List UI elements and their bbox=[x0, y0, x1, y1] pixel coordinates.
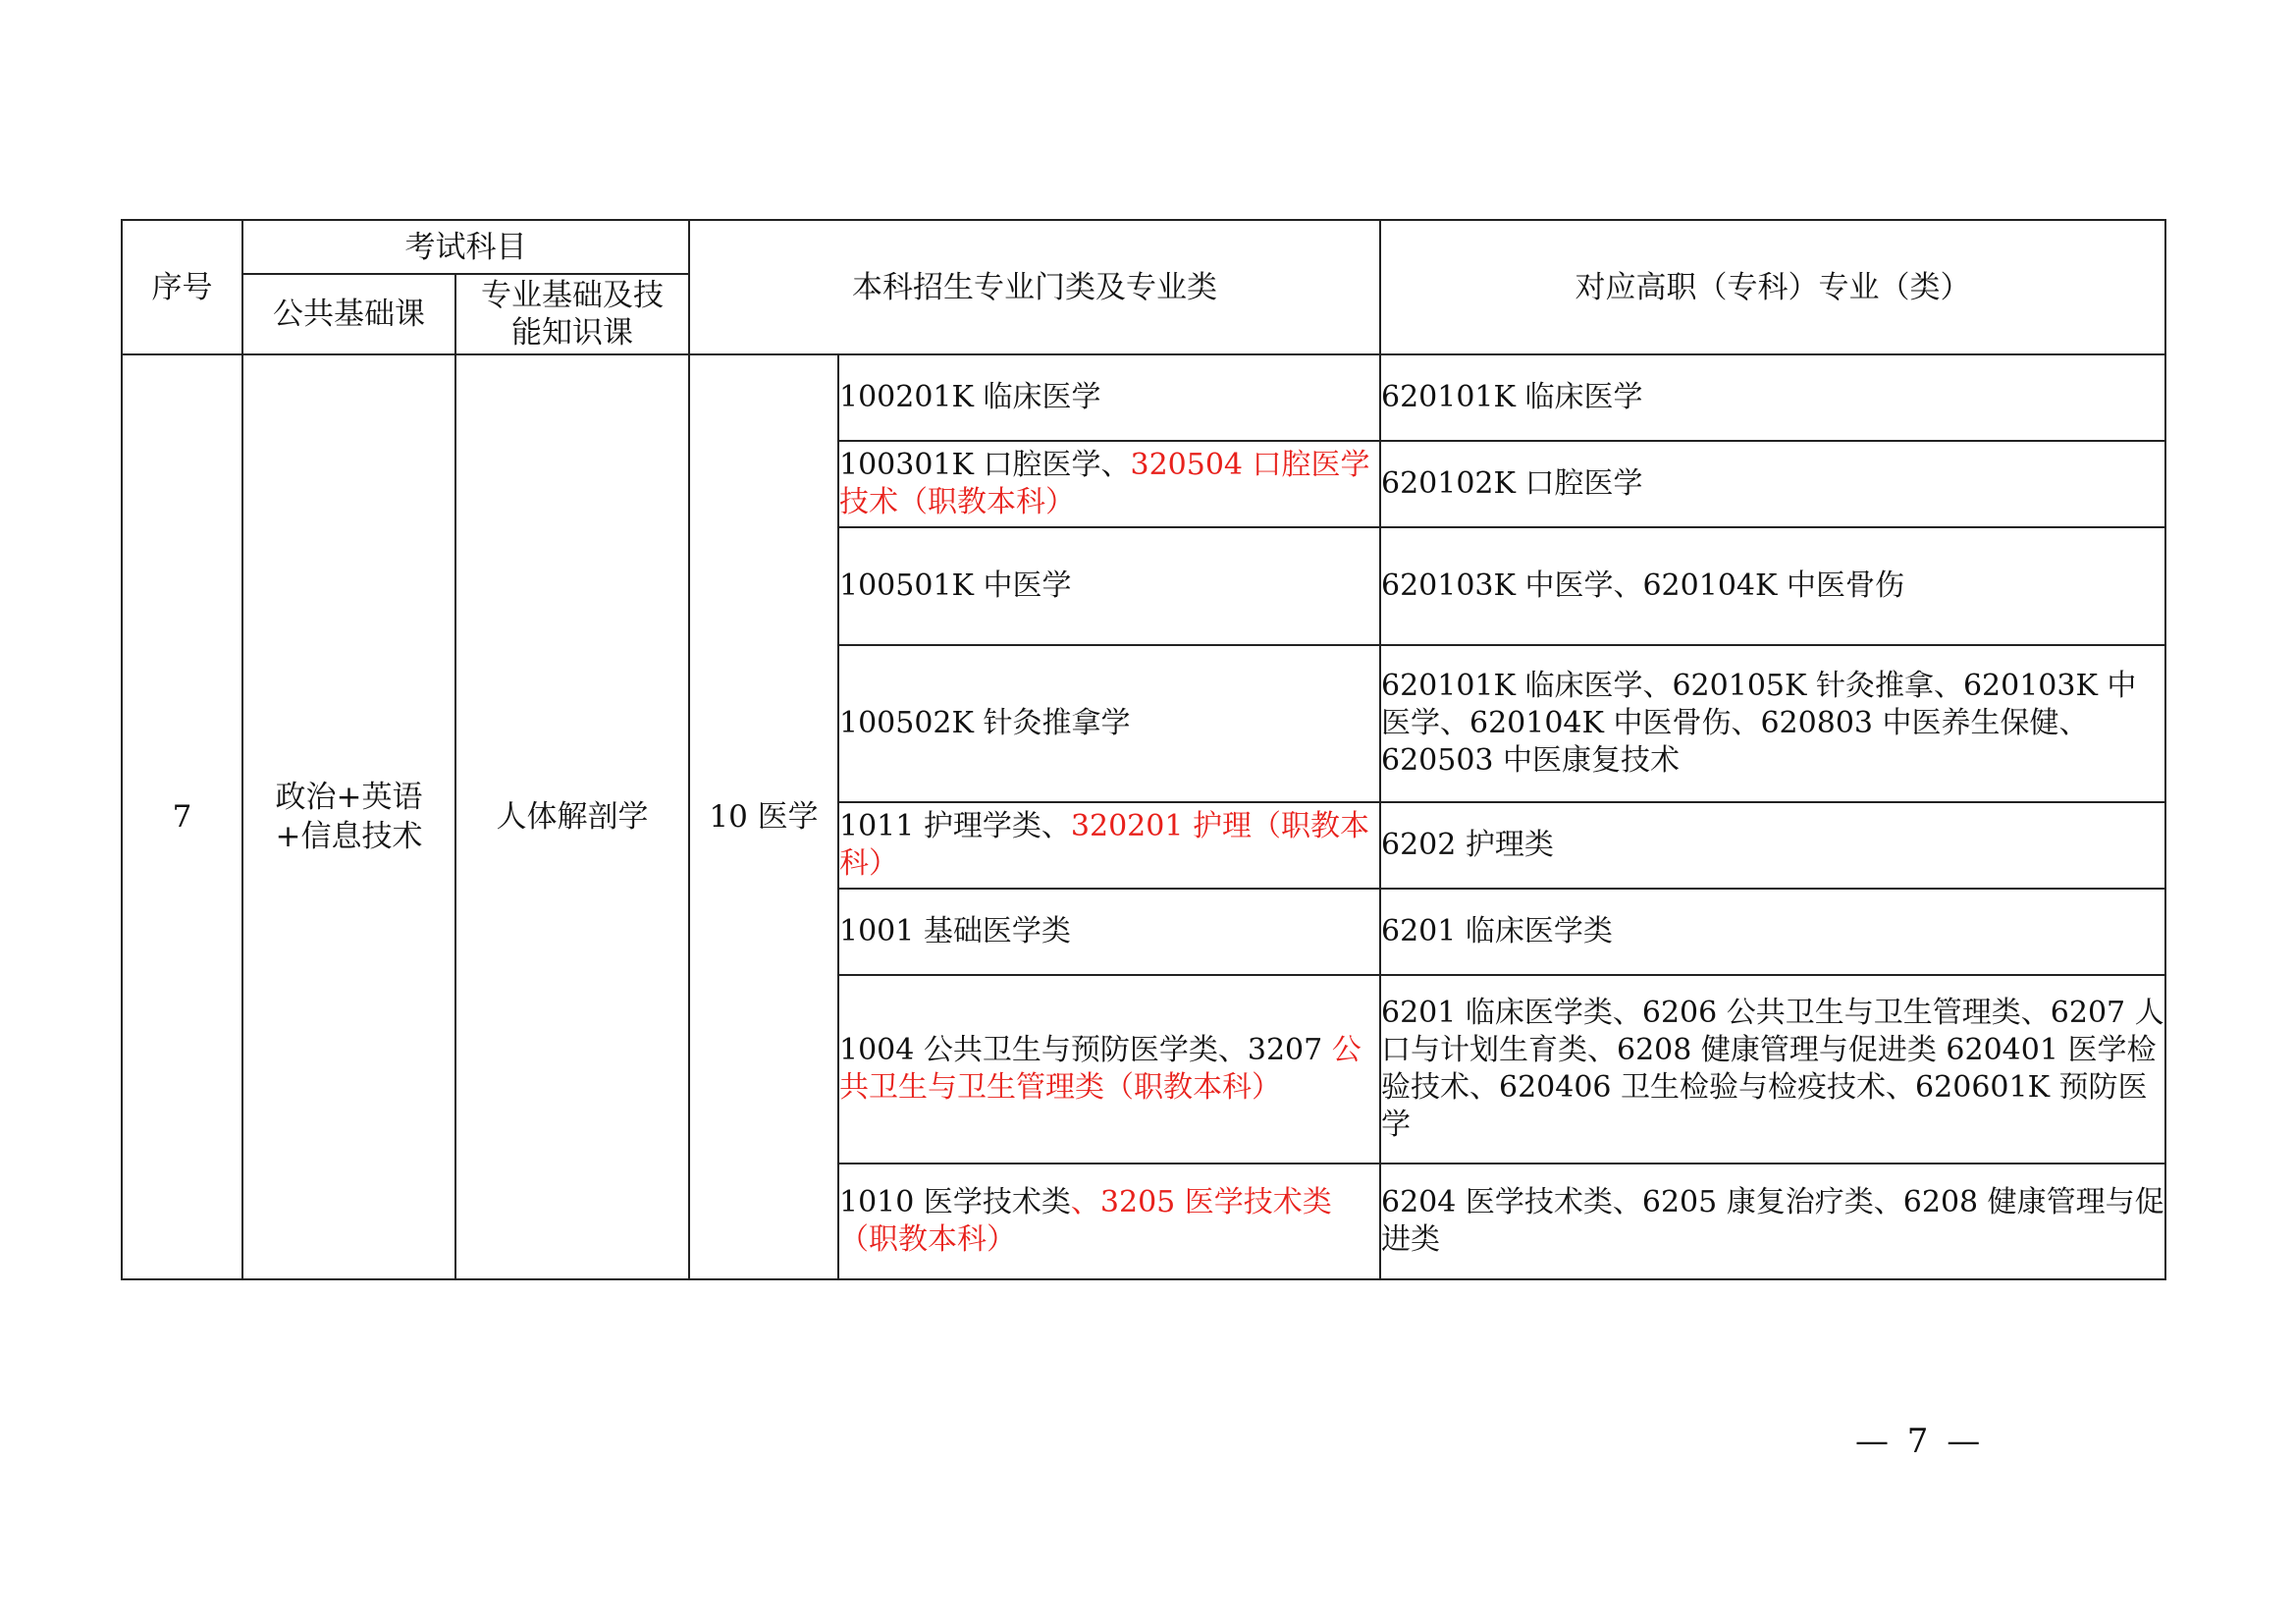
undergrad-major-cell bbox=[838, 527, 1380, 645]
header-professional-course: 专业基础及技能知识课 bbox=[455, 274, 689, 354]
vocational-major-cell: 6201 临床医学类 bbox=[1380, 889, 2165, 975]
vocational-major-cell: 620102K 口腔医学 bbox=[1380, 441, 2165, 527]
table-row bbox=[122, 354, 2165, 441]
vocational-major-cell: 6204 医学技术类、6205 康复治疗类、6208 健康管理与促进类 bbox=[1380, 1164, 2165, 1279]
undergrad-major-cell bbox=[838, 889, 1380, 975]
major-text: 100501K 中医学 bbox=[839, 568, 1072, 603]
admission-table bbox=[121, 219, 2166, 1280]
professional-course-cell: 人体解剖学 bbox=[455, 354, 689, 1279]
seq-cell: 7 bbox=[122, 354, 242, 1279]
vocational-bachelor-text: 320201 护理（职教本科） bbox=[839, 809, 1369, 881]
undergrad-major-cell bbox=[838, 975, 1380, 1164]
vocational-bachelor-text: 、3205 医学技术类（职教本科） bbox=[839, 1185, 1332, 1257]
vocational-major-cell: 6201 临床医学类、6206 公共卫生与卫生管理类、6207 人口与计划生育类、6208 健康管理与促进类 620401 医学检验技术、620406 卫生检验与检疫技术、620601K 预防医学 bbox=[1380, 975, 2165, 1164]
vocational-major-cell: 6202 护理类 bbox=[1380, 802, 2165, 889]
category-cell: 10 医学 bbox=[689, 354, 838, 1279]
vocational-major-cell: 620103K 中医学、620104K 中医骨伤 bbox=[1380, 527, 2165, 645]
major-text: 1001 基础医学类 bbox=[839, 914, 1071, 948]
major-text: 100502K 针灸推拿学 bbox=[839, 706, 1131, 740]
public-course-cell: 政治+英语+信息技术 bbox=[242, 354, 455, 1279]
header-vocational-majors: 对应高职（专科）专业（类） bbox=[1380, 220, 2165, 354]
major-text: 100201K 临床医学 bbox=[839, 380, 1101, 414]
undergrad-major-cell bbox=[838, 802, 1380, 889]
undergrad-major-cell bbox=[838, 1164, 1380, 1279]
vocational-major-cell: 620101K 临床医学、620105K 针灸推拿、620103K 中医学、620104K 中医骨伤、620803 中医养生保健、620503 中医康复技术 bbox=[1380, 645, 2165, 802]
major-text: 1010 医学技术类 bbox=[839, 1185, 1071, 1219]
header-seq: 序号 bbox=[122, 220, 242, 354]
header-public-course: 公共基础课 bbox=[242, 274, 455, 354]
vocational-bachelor-text: 320504 口腔医学技术（职教本科） bbox=[839, 448, 1370, 519]
page-number: — 7 — bbox=[1855, 1422, 1985, 1461]
header-undergrad-majors: 本科招生专业门类及专业类 bbox=[689, 220, 1380, 354]
header-exam-subjects: 考试科目 bbox=[242, 220, 689, 274]
major-text: 100301K 口腔医学、 bbox=[839, 448, 1131, 482]
major-text: 1011 护理学类、 bbox=[839, 809, 1071, 843]
major-text: 1004 公共卫生与预防医学类、3207 bbox=[839, 1033, 1332, 1067]
undergrad-major-cell bbox=[838, 354, 1380, 441]
undergrad-major-cell bbox=[838, 441, 1380, 527]
vocational-major-cell: 620101K 临床医学 bbox=[1380, 354, 2165, 441]
table-body bbox=[122, 354, 2165, 1279]
vocational-bachelor-text: 公共卫生与卫生管理类（职教本科） bbox=[839, 1033, 1362, 1105]
undergrad-major-cell bbox=[838, 645, 1380, 802]
